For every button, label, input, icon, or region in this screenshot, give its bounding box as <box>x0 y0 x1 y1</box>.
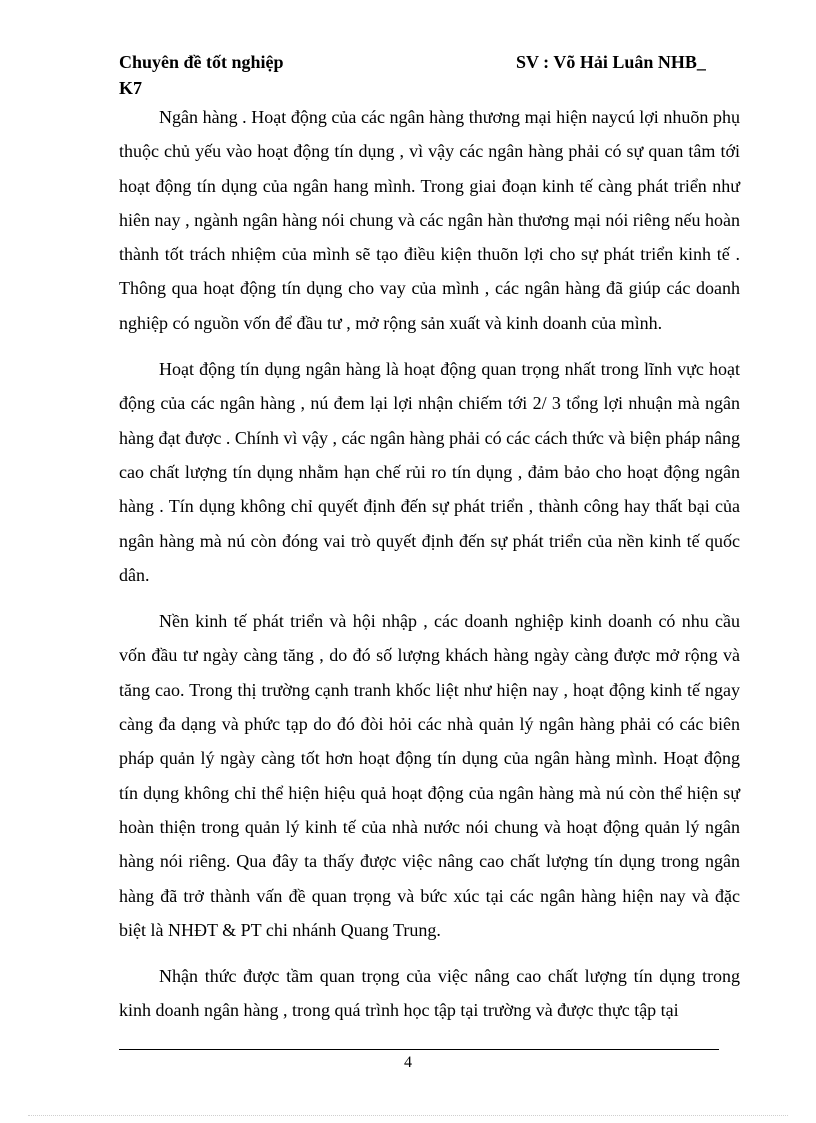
paragraph: Nền kinh tế phát triển và hội nhập , các doanh nghiệp kinh doanh có nhu cầu vốn đầu tư ngày càng tăng , do đó số lượng khách hàng ngày càng được mở rộng và tăng cao. Trong thị trường cạnh tranh khốc liệt như hiện nay , hoạt động kinh tế ngay càng đa dạng và phức tạp do đó đòi hỏi các nhà quản lý ngân hàng phải có các biên pháp quản lý ngày càng tốt hơn hoạt động tín dụng của ngân hàng mình. Hoạt động tín dụng không chỉ thể hiện hiệu quả hoạt động của ngân hàng mà nú còn thể hiện sự hoàn thiện trong quản lý kinh tế của nhà nước nói chung và hoạt động quản lý ngân hàng nói riêng. Qua đây ta thấy được việc nâng cao chất lượng tín dụng trong ngân hàng đã trở thành vấn đề quan trọng và bức xúc tại các ngân hàng hiện nay và đặc biệt là NHĐT & PT chi nhánh Quang Trung. <box>119 611 740 940</box>
header-continuation: K7 <box>119 78 143 98</box>
footer-divider <box>119 1049 719 1050</box>
paragraph: Hoạt động tín dụng ngân hàng là hoạt động quan trọng nhất trong lĩnh vực hoạt động của các ngân hàng , nú đem lại lợi nhận chiếm tới 2/ 3 tổng lợi nhuận mà ngân hàng đạt được . Chính vì vậy , các ngân hàng phải có các cách thức và biện pháp nâng cao chất lượng tín dụng nhằm hạn chế rủi ro tín dụng , đảm bảo cho hoạt động ngân hàng . Tín dụng không chỉ quyết định đến sự phát triển , thành công hay thất bại của ngân hàng mà nú còn đóng vai trò quyết định đến sự phát triển của nền kinh tế quốc dân. <box>119 359 740 585</box>
paragraph: Nhận thức được tầm quan trọng của việc nâng cao chất lượng tín dụng trong kinh doanh ngân hàng , trong quá trình học tập tại trường và được thực tập tại <box>119 966 740 1021</box>
page-number: 4 <box>404 1054 412 1071</box>
document-body <box>119 100 740 1040</box>
header-title: Chuyên đề tốt nghiệp <box>119 52 284 72</box>
page-header <box>119 52 719 100</box>
paragraph: Ngân hàng . Hoạt động của các ngân hàng thương mại hiện naycú lợi nhuõn phụ thuộc chủ yếu vào hoạt động tín dụng , vì vậy các ngân hàng phải có sự quan tâm tới hoạt động tín dụng của ngân hang mình. Trong giai đoạn kinh tế càng phát triển như hiên nay , ngành ngân hàng nói chung và các ngân hàn thương mại nói riêng nếu hoàn thành tốt trách nhiệm của mình sẽ tạo điều kiện thuõn lợi cho sự phát triển kinh tế . Thông qua hoạt động tín dụng cho vay của mình , các ngân hàng đã giúp các doanh nghiệp có nguồn vốn để đầu tư , mở rộng sản xuất và kinh doanh của mình. <box>119 107 740 333</box>
header-student: SV : Võ Hải Luân NHB_ <box>516 52 706 72</box>
page-bottom-border <box>28 1115 788 1116</box>
